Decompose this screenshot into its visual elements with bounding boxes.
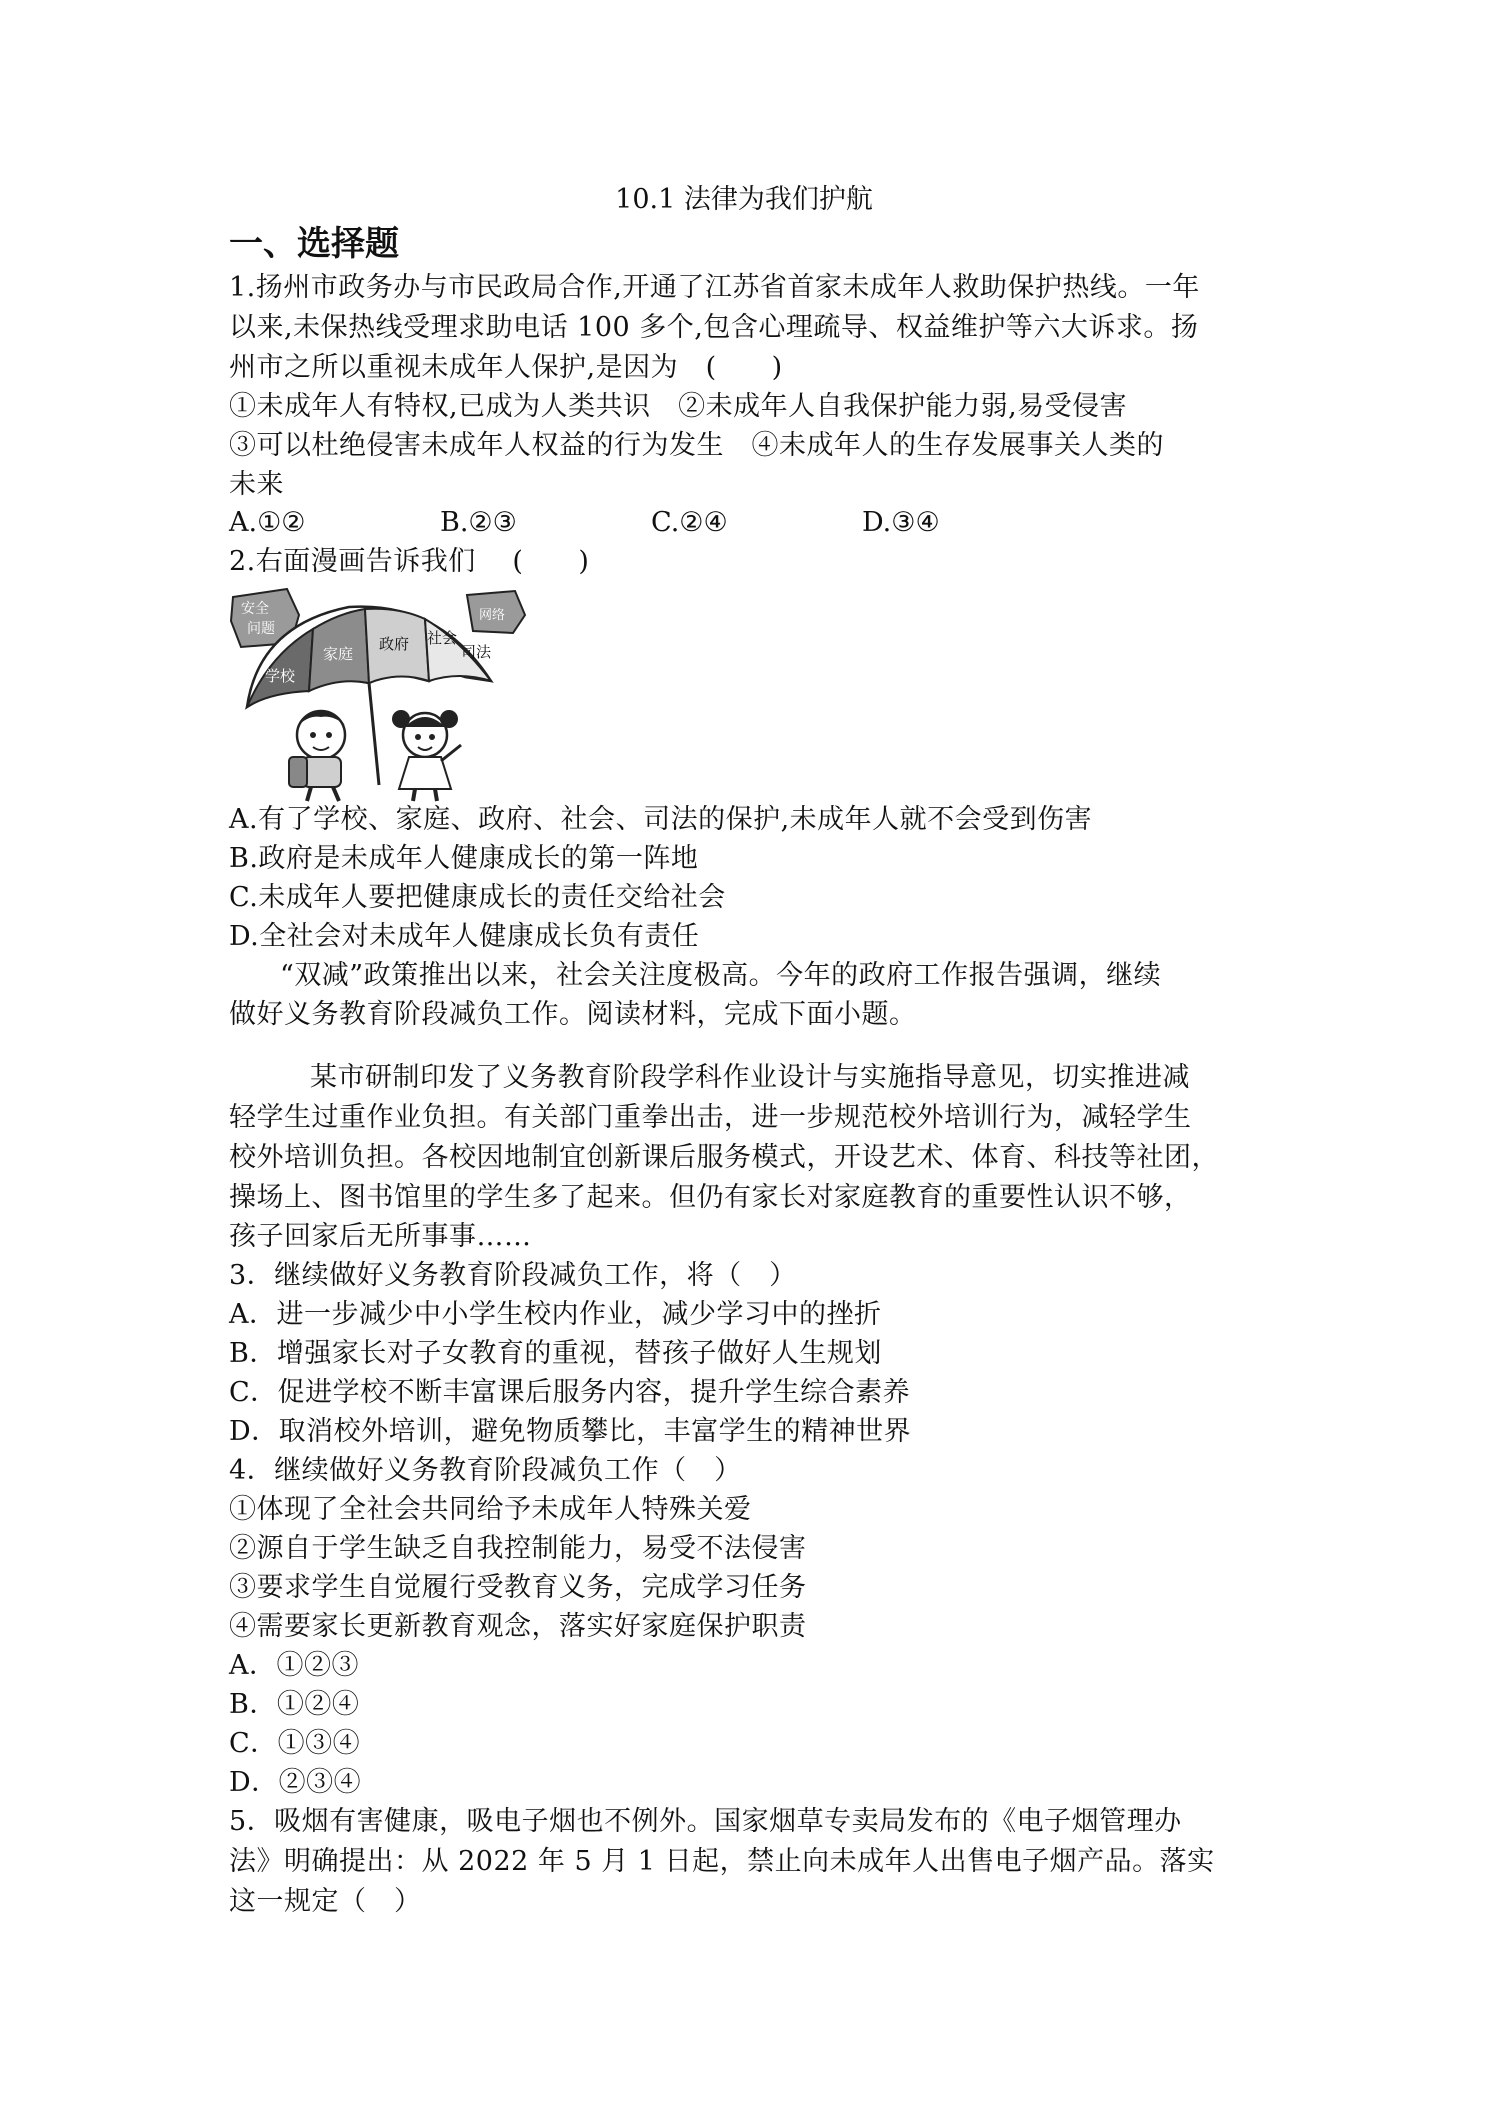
q5-line: 这一规定（ ） [229,1886,422,1917]
girl-figure-icon [392,710,461,801]
stone-right-icon [467,591,525,633]
page-title: 10.1 法律为我们护航 [615,184,873,215]
umbrella-cartoon [229,585,529,805]
passage-material-line: 某市研制印发了义务教育阶段学科作业设计与实施指导意见，切实推进减 [310,1062,1190,1093]
passage-material-line: 操场上、图书馆里的学生多了起来。但仍有家长对家庭教育的重要性认识不够， [229,1182,1192,1213]
stone-left-label-2: 问题 [247,621,275,637]
q5-line: 法》明确提出：从 2022 年 5 月 1 日起，禁止向未成年人出售电子烟产品。落实 [229,1846,1215,1877]
q2-option-b: B.政府是未成年人健康成长的第一阵地 [229,843,699,874]
passage-material-line: 孩子回家后无所事事…… [229,1221,532,1252]
passage-intro-line: “双减”政策推出以来，社会关注度极高。今年的政府工作报告强调，继续 [280,960,1162,991]
q4-option-b: B．①②④ [229,1689,360,1720]
q3-option-b: B．增强家长对子女教育的重视，替孩子做好人生规划 [229,1338,882,1369]
q1-line: 以来,未保热线受理求助电话 100 多个,包含心理疏导、权益维护等六大诉求。扬 [229,312,1199,343]
section-heading: 一、选择题 [229,224,399,264]
panel-label-family: 家庭 [323,645,354,663]
q4-option-a: A．①②③ [229,1650,359,1681]
q2-option-c: C.未成年人要把健康成长的责任交给社会 [229,882,726,913]
stone-right-label: 网络 [479,608,506,623]
q2-option-d: D.全社会对未成年人健康成长负有责任 [229,921,700,952]
panel-label-justice: 司法 [461,643,492,661]
passage-intro-line: 做好义务教育阶段减负工作。阅读材料，完成下面小题。 [229,999,917,1030]
q1-line: ①未成年人有特权,已成为人类共识 ②未成年人自我保护能力弱,易受侵害 [229,391,1128,422]
q4-option-c: C．①③④ [229,1728,361,1759]
q4-statement: ①体现了全社会共同给予未成年人特殊关爱 [229,1494,752,1525]
q3-option-c: C．促进学校不断丰富课后服务内容，提升学生综合素养 [229,1377,911,1408]
q2-stem: 2.右面漫画告诉我们 ( ) [229,546,590,577]
q4-statement: ③要求学生自觉履行受教育义务，完成学习任务 [229,1572,807,1603]
q1-option-b: B.②③ [440,507,517,538]
q1-line: 未来 [229,469,284,500]
q1-line: 州市之所以重视未成年人保护,是因为 ( ) [229,352,783,383]
passage-material-line: 校外培训负担。各校因地制宜创新课后服务模式，开设艺术、体育、科技等社团， [229,1142,1219,1173]
q4-statement: ④需要家长更新教育观念，落实好家庭保护职责 [229,1611,807,1642]
q1-line: 1.扬州市政务办与市民政局合作,开通了江苏省首家未成年人救助保护热线。一年 [229,272,1200,303]
q3-option-a: A．进一步减少中小学生校内作业，减少学习中的挫折 [229,1299,882,1330]
q3-stem: 3．继续做好义务教育阶段减负工作，将（ ） [229,1260,797,1291]
q4-stem: 4．继续做好义务教育阶段减负工作（ ） [229,1455,742,1486]
q1-option-d: D.③④ [862,507,940,538]
panel-label-society: 社会 [427,629,458,647]
q1-option-a: A.①② [229,507,306,538]
boy-figure-icon [289,710,345,801]
q4-option-d: D．②③④ [229,1767,362,1798]
q1-line: ③可以杜绝侵害未成年人权益的行为发生 ④未成年人的生存发展事关人类的 [229,430,1164,461]
passage-material-line: 轻学生过重作业负担。有关部门重拳出击，进一步规范校外培训行为，减轻学生 [229,1102,1192,1133]
q2-option-a: A.有了学校、家庭、政府、社会、司法的保护,未成年人就不会受到伤害 [229,804,1093,835]
stone-left-label-1: 安全 [241,601,269,617]
q3-option-d: D．取消校外培训，避免物质攀比，丰富学生的精神世界 [229,1416,912,1447]
panel-label-school: 学校 [265,667,296,685]
q5-line: 5．吸烟有害健康，吸电子烟也不例外。国家烟草专卖局发布的《电子烟管理办 [229,1806,1182,1837]
q1-option-c: C.②④ [651,507,728,538]
q4-statement: ②源自于学生缺乏自我控制能力，易受不法侵害 [229,1533,807,1564]
panel-label-government: 政府 [379,635,410,653]
